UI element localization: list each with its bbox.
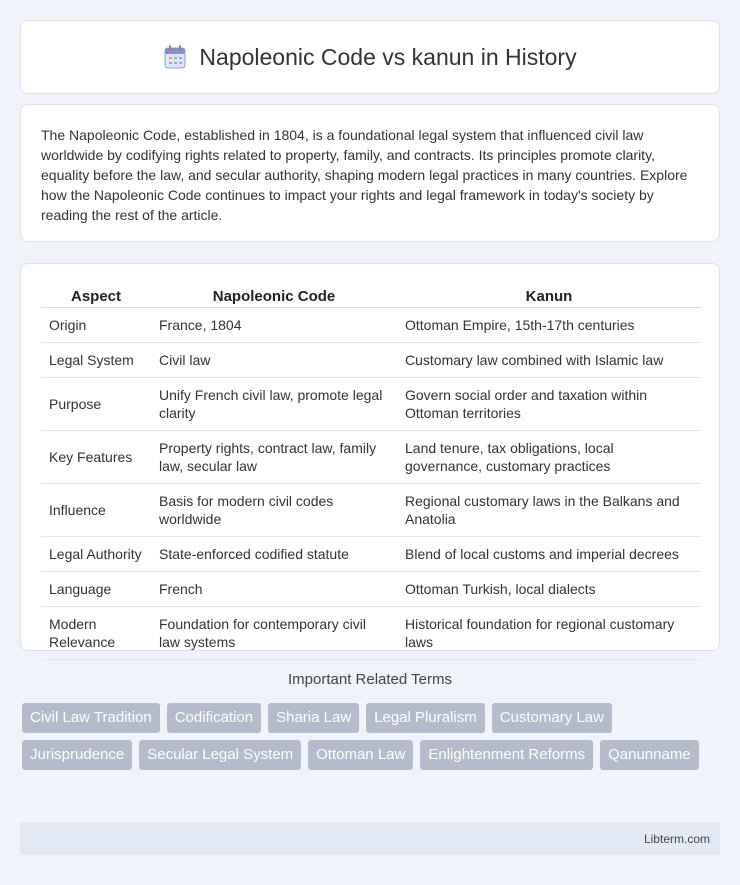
comparison-table: [41, 284, 701, 660]
table-cell: Ottoman Turkish, local dialects: [397, 572, 701, 607]
tag-sharia-law[interactable]: Sharia Law: [268, 703, 359, 733]
table-cell: Land tenure, tax obligations, local governance, customary practices: [397, 431, 701, 484]
table-row: [41, 572, 701, 607]
table-cell: Legal Authority: [41, 537, 151, 572]
table-row: [41, 484, 701, 537]
intro-text: The Napoleonic Code, established in 1804, is a foundational legal system that influenced civil law worldwide by codifying rights related to property, family, and contracts. Its principles promote clarity, equality before the law, and secular authority, shaping modern legal practices in many countries. Explore how the Napoleonic Code continues to impact your rights and legal framework in today's society by reading the rest of the article.: [41, 127, 688, 223]
table-row: [41, 378, 701, 431]
table-cell: Regional customary laws in the Balkans and Anatolia: [397, 484, 701, 537]
table-row: [41, 431, 701, 484]
page-title: Napoleonic Code vs kanun in History: [199, 43, 577, 70]
table-cell: Unify French civil law, promote legal clarity: [151, 378, 397, 431]
tag-codification[interactable]: Codification: [167, 703, 261, 733]
table-cell: Govern social order and taxation within Ottoman territories: [397, 378, 701, 431]
table-cell: Ottoman Empire, 15th-17th centuries: [397, 308, 701, 343]
related-terms-title: Important Related Terms: [288, 671, 452, 688]
table-cell: Influence: [41, 484, 151, 537]
tag-ottoman-law[interactable]: Ottoman Law: [308, 740, 413, 770]
footer-brand-link[interactable]: Libterm.com: [643, 831, 710, 846]
table-cell: Civil law: [151, 343, 397, 378]
column-header: Kanun: [397, 284, 701, 308]
footer: [20, 822, 720, 855]
comparison-card: [20, 263, 720, 651]
table-cell: Language: [41, 572, 151, 607]
tag-jurisprudence[interactable]: Jurisprudence: [22, 740, 132, 770]
table-cell: Property rights, contract law, family law, secular law: [151, 431, 397, 484]
table-cell: French: [151, 572, 397, 607]
title-card: [20, 20, 720, 94]
table-cell: France, 1804: [151, 308, 397, 343]
tag-legal-pluralism[interactable]: Legal Pluralism: [366, 703, 485, 733]
related-terms-list: [22, 703, 722, 770]
calendar-icon: [163, 44, 187, 70]
tag-qanunname[interactable]: Qanunname: [600, 740, 699, 770]
table-cell: Customary law combined with Islamic law: [397, 343, 701, 378]
table-row: [41, 537, 701, 572]
table-cell: Modern Relevance: [41, 607, 151, 660]
tag-enlightenment-reforms[interactable]: Enlightenment Reforms: [420, 740, 593, 770]
tag-customary-law[interactable]: Customary Law: [492, 703, 612, 733]
table-cell: State-enforced codified statute: [151, 537, 397, 572]
table-row: [41, 607, 701, 660]
table-cell: Purpose: [41, 378, 151, 431]
tag-civil-law-tradition[interactable]: Civil Law Tradition: [22, 703, 160, 733]
table-cell: Legal System: [41, 343, 151, 378]
table-header-row: [41, 284, 701, 308]
table-cell: Blend of local customs and imperial decrees: [397, 537, 701, 572]
table-cell: Historical foundation for regional customary laws: [397, 607, 701, 660]
table-cell: Basis for modern civil codes worldwide: [151, 484, 397, 537]
intro-card: [20, 104, 720, 242]
tag-secular-legal-system[interactable]: Secular Legal System: [139, 740, 301, 770]
column-header: Aspect: [41, 284, 151, 308]
column-header: Napoleonic Code: [151, 284, 397, 308]
table-cell: Foundation for contemporary civil law systems: [151, 607, 397, 660]
table-row: [41, 308, 701, 343]
table-row: [41, 343, 701, 378]
table-cell: Key Features: [41, 431, 151, 484]
table-cell: Origin: [41, 308, 151, 343]
